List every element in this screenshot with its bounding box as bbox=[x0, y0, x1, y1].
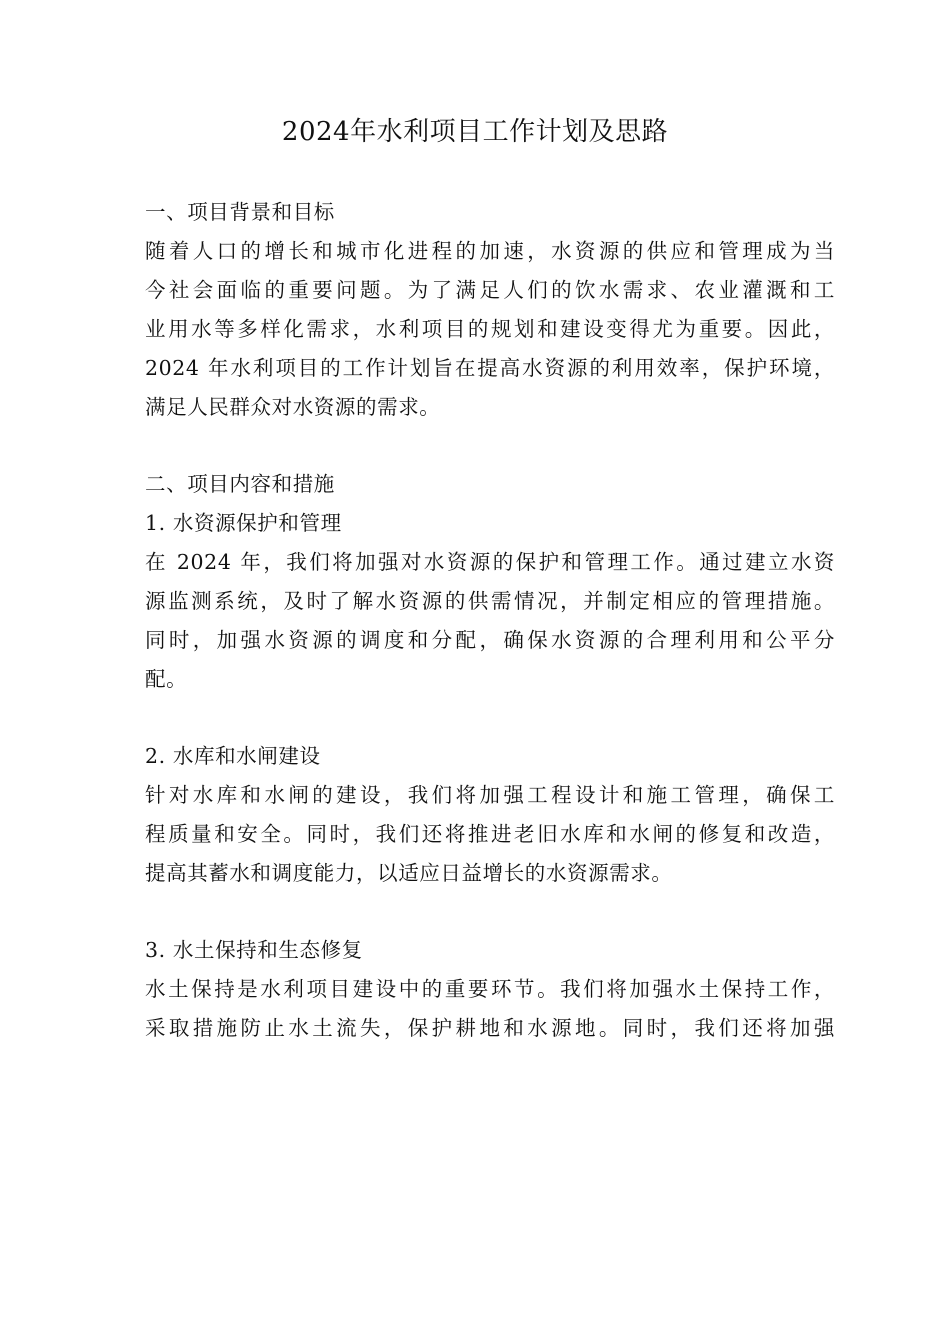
subsection-heading-reservoir: 2. 水库和水闸建设 bbox=[145, 744, 321, 768]
section-heading-measures: 二、项目内容和措施 bbox=[145, 472, 335, 496]
paragraph-gap bbox=[145, 699, 835, 737]
paragraph-line: 水土保持是水利项目建设中的重要环节。我们将加强水土保持工作， bbox=[145, 977, 835, 1001]
paragraph-line: 同时，加强水资源的调度和分配，确保水资源的合理利用和公平分 bbox=[145, 628, 835, 652]
paragraph-line: 满足人民群众对水资源的需求。 bbox=[145, 395, 441, 419]
subsection-heading-water-protection: 1. 水资源保护和管理 bbox=[145, 511, 342, 535]
paragraph-line: 提高其蓄水和调度能力，以适应日益增长的水资源需求。 bbox=[145, 861, 673, 885]
paragraph-line: 今社会面临的重要问题。为了满足人们的饮水需求、农业灌溉和工 bbox=[145, 278, 835, 302]
paragraph-line: 程质量和安全。同时，我们还将推进老旧水库和水闸的修复和改造， bbox=[145, 822, 835, 846]
paragraph-line: 针对水库和水闸的建设，我们将加强工程设计和施工管理，确保工 bbox=[145, 783, 835, 807]
subsection-heading-soil-conservation: 3. 水土保持和生态修复 bbox=[145, 938, 363, 962]
paragraph-line: 在 2024 年，我们将加强对水资源的保护和管理工作。通过建立水资 bbox=[145, 550, 835, 574]
document-title: 2024年水利项目工作计划及思路 bbox=[281, 117, 669, 147]
paragraph-line: 业用水等多样化需求，水利项目的规划和建设变得尤为重要。因此， bbox=[145, 317, 835, 341]
document-body bbox=[145, 193, 835, 1048]
paragraph-line: 配。 bbox=[145, 667, 188, 691]
paragraph-line: 2024 年水利项目的工作计划旨在提高水资源的利用效率，保护环境， bbox=[145, 356, 835, 380]
paragraph-line: 源监测系统，及时了解水资源的供需情况，并制定相应的管理措施。 bbox=[145, 589, 835, 613]
paragraph-line: 随着人口的增长和城市化进程的加速，水资源的供应和管理成为当 bbox=[145, 239, 835, 263]
section-heading-background: 一、项目背景和目标 bbox=[145, 200, 335, 224]
paragraph-gap bbox=[145, 893, 835, 931]
paragraph-gap bbox=[145, 427, 835, 465]
paragraph-line: 采取措施防止水土流失，保护耕地和水源地。同时，我们还将加强 bbox=[145, 1016, 835, 1040]
